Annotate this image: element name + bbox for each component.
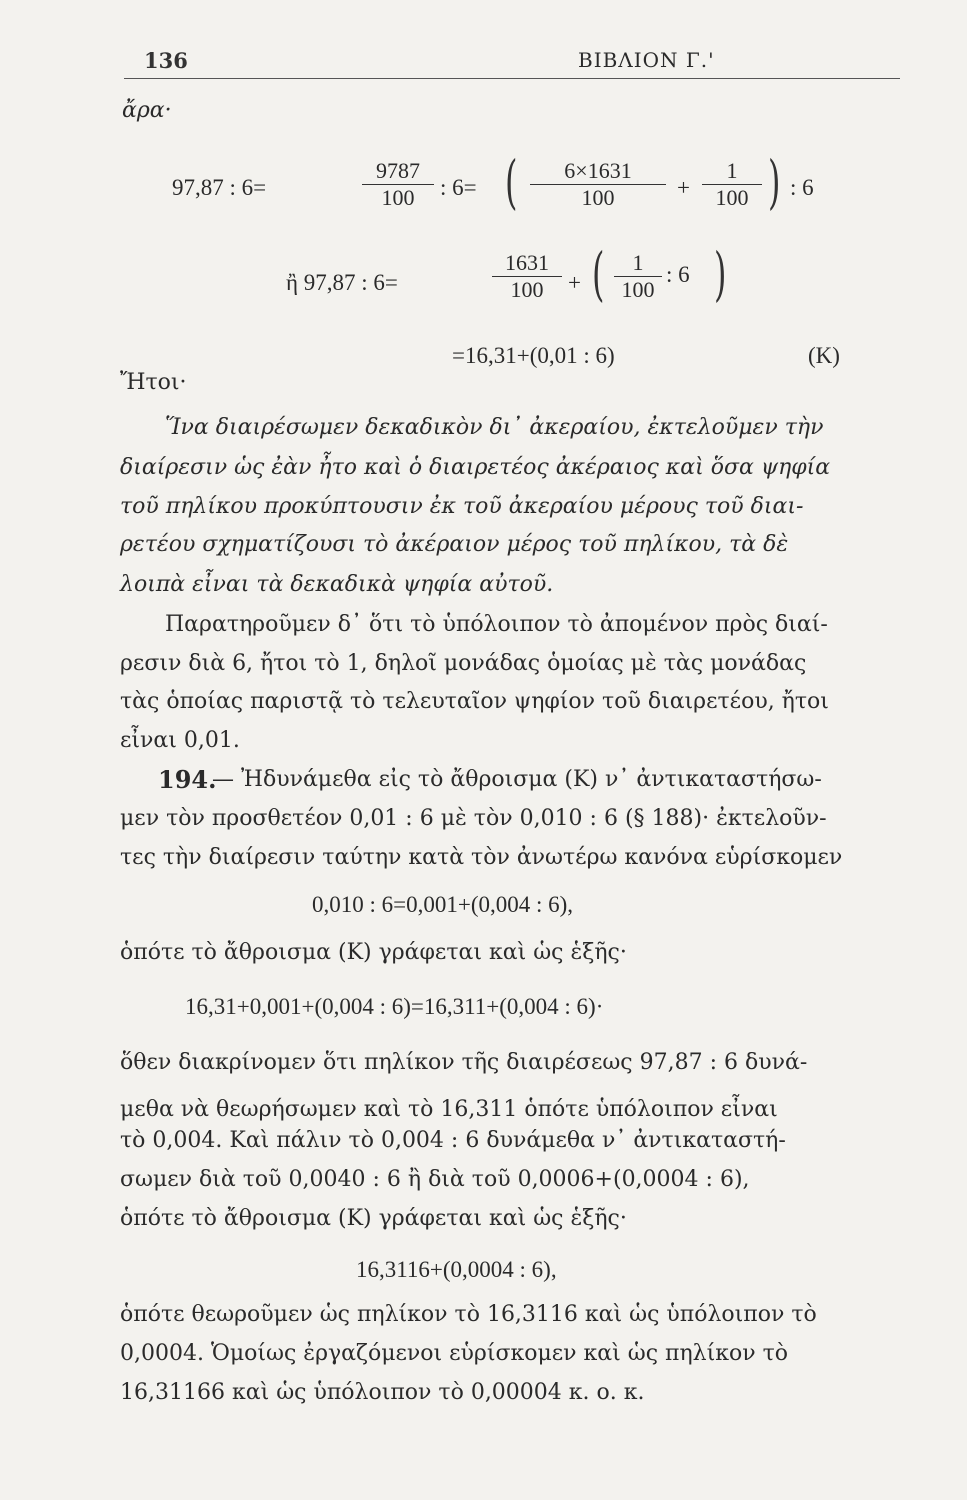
text-line: Παρατηροῦμεν δ᾿ ὅτι τὸ ὑπόλοιπον τὸ ἀπομένον πρὸς διαί-	[165, 612, 828, 637]
eq1-end: : 6	[790, 175, 814, 200]
text-line: εἶναι 0,01.	[120, 728, 240, 753]
text-line: ὁπότε τὸ ἄθροισμα (Κ) γράφεται καὶ ὡς ἑξῆς·	[120, 940, 627, 965]
ara-label: ἄρα·	[122, 98, 172, 123]
eq1-f2-numerator: 6×1631	[530, 158, 666, 185]
eq1-left: 97,87 : 6=	[172, 175, 267, 200]
rule-line: τοῦ πηλίκου προκύπτουσιν ἐκ τοῦ ἀκεραίου μέρους τοῦ διαι-	[120, 494, 804, 519]
right-paren-icon: )	[714, 240, 727, 308]
text-line: τὸ 0,004. Καὶ πάλιν τὸ 0,004 : 6 δυνάμεθα ν᾿ ἀντικαταστή-	[120, 1128, 786, 1153]
eq1-f3-numerator: 1	[702, 158, 762, 185]
text-line: ρεσιν διὰ 6, ἤτοι τὸ 1, δηλοῖ μονάδας ὁμοίας μὲ τὰς μονάδας	[120, 651, 807, 676]
eq2-f2-numerator: 1	[614, 250, 662, 277]
eq1-f1-denominator: 100	[381, 185, 415, 210]
eq1-fraction-2	[530, 158, 666, 211]
eq2-f1-denominator: 100	[510, 277, 544, 302]
text-line: ὅθεν διακρίνομεν ὅτι πηλίκον τῆς διαιρέσεως 97,87 : 6 δυνά-	[120, 1050, 808, 1075]
htoi-label: Ἤτοι·	[120, 370, 187, 395]
eq2-plus: +	[568, 270, 581, 295]
book-title: ΒΙΒΛΙΟΝ Γ.'	[578, 48, 715, 72]
text-line: τὰς ὁποίας παριστᾷ τὸ τελευταῖον ψηφίον τοῦ διαιρετέου, ἤτοι	[120, 689, 829, 714]
text-line: μεθα νὰ θεωρήσωμεν καὶ τὸ 16,311 ὁπότε ὑπόλοιπον εἶναι	[120, 1097, 778, 1122]
eq1-f3-denominator: 100	[715, 185, 749, 210]
text-line: τες τὴν διαίρεσιν ταύτην κατὰ τὸν ἀνωτέρω κανόνα εὑρίσκομεν	[120, 845, 843, 870]
eq1-fraction-1	[362, 158, 434, 211]
eq1-f1-numerator: 9787	[362, 158, 434, 185]
left-paren-icon: (	[592, 240, 605, 308]
rule-line: λοιπὰ εἶναι τὰ δεκαδικὰ ψηφία αὐτοῦ.	[120, 572, 554, 597]
equation-label-K: (Κ)	[808, 343, 840, 368]
eq2-left: ἢ 97,87 : 6=	[286, 270, 398, 295]
page-number: 136	[144, 48, 188, 73]
text-line: 16,31166 καὶ ὡς ὑπόλοιπον τὸ 0,00004 κ. ο. κ.	[120, 1380, 645, 1405]
text-line: — Ἠδυνάμεθα εἰς τὸ ἄθροισμα (Κ) ν᾿ ἀντικαταστήσω-	[212, 767, 822, 792]
text-line: ὁπότε τὸ ἄθροισμα (Κ) γράφεται καὶ ὡς ἑξῆς·	[120, 1206, 627, 1231]
eq1-plus: +	[677, 175, 690, 200]
equation-3: =16,31+(0,01 : 6)	[452, 343, 615, 368]
eq1-f2-denominator: 100	[581, 185, 615, 210]
eq2-f1-numerator: 1631	[492, 250, 562, 277]
right-paren-icon: )	[768, 148, 781, 216]
eq2-fraction-1	[492, 250, 562, 303]
section-number: 194.	[158, 765, 217, 794]
text-line: σωμεν διὰ τοῦ 0,0040 : 6 ἢ διὰ τοῦ 0,0006+(0,0004 : 6),	[120, 1167, 750, 1192]
left-paren-icon: (	[505, 148, 518, 216]
eq1-fraction-3	[702, 158, 762, 211]
equation-4: 0,010 : 6=0,001+(0,004 : 6),	[312, 892, 574, 917]
equation-6: 16,3116+(0,0004 : 6),	[356, 1257, 557, 1282]
eq1-mid: : 6=	[440, 175, 477, 200]
text-line: ὁπότε θεωροῦμεν ὡς πηλίκον τὸ 16,3116 καὶ ὡς ὑπόλοιπον τὸ	[120, 1302, 817, 1327]
rule-line: ρετέου σχηματίζουσι τὸ ἀκέραιον μέρος τοῦ πηλίκου, τὰ δὲ	[120, 532, 789, 557]
rule-line: Ἵνα διαιρέσωμεν δεκαδικὸν δι᾿ ἀκεραίου, ἐκτελοῦμεν τὴν	[165, 415, 824, 440]
rule-line: διαίρεσιν ὡς ἐὰν ἦτο καὶ ὁ διαιρετέος ἀκέραιος καὶ ὅσα ψηφία	[120, 455, 831, 480]
equation-5: 16,31+0,001+(0,004 : 6)=16,311+(0,004 : 6)·	[185, 994, 604, 1019]
eq2-f2-denominator: 100	[621, 277, 655, 302]
page-header	[124, 44, 900, 79]
text-line: μεν τὸν προσθετέον 0,01 : 6 μὲ τὸν 0,010 : 6 (§ 188)· ἐκτελοῦν-	[120, 806, 827, 831]
text-line: 0,0004. Ὁμοίως ἐργαζόμενοι εὑρίσκομεν καὶ ὡς πηλίκον τὸ	[120, 1341, 789, 1366]
eq2-fraction-2	[614, 250, 662, 303]
eq2-div: : 6	[666, 262, 690, 287]
